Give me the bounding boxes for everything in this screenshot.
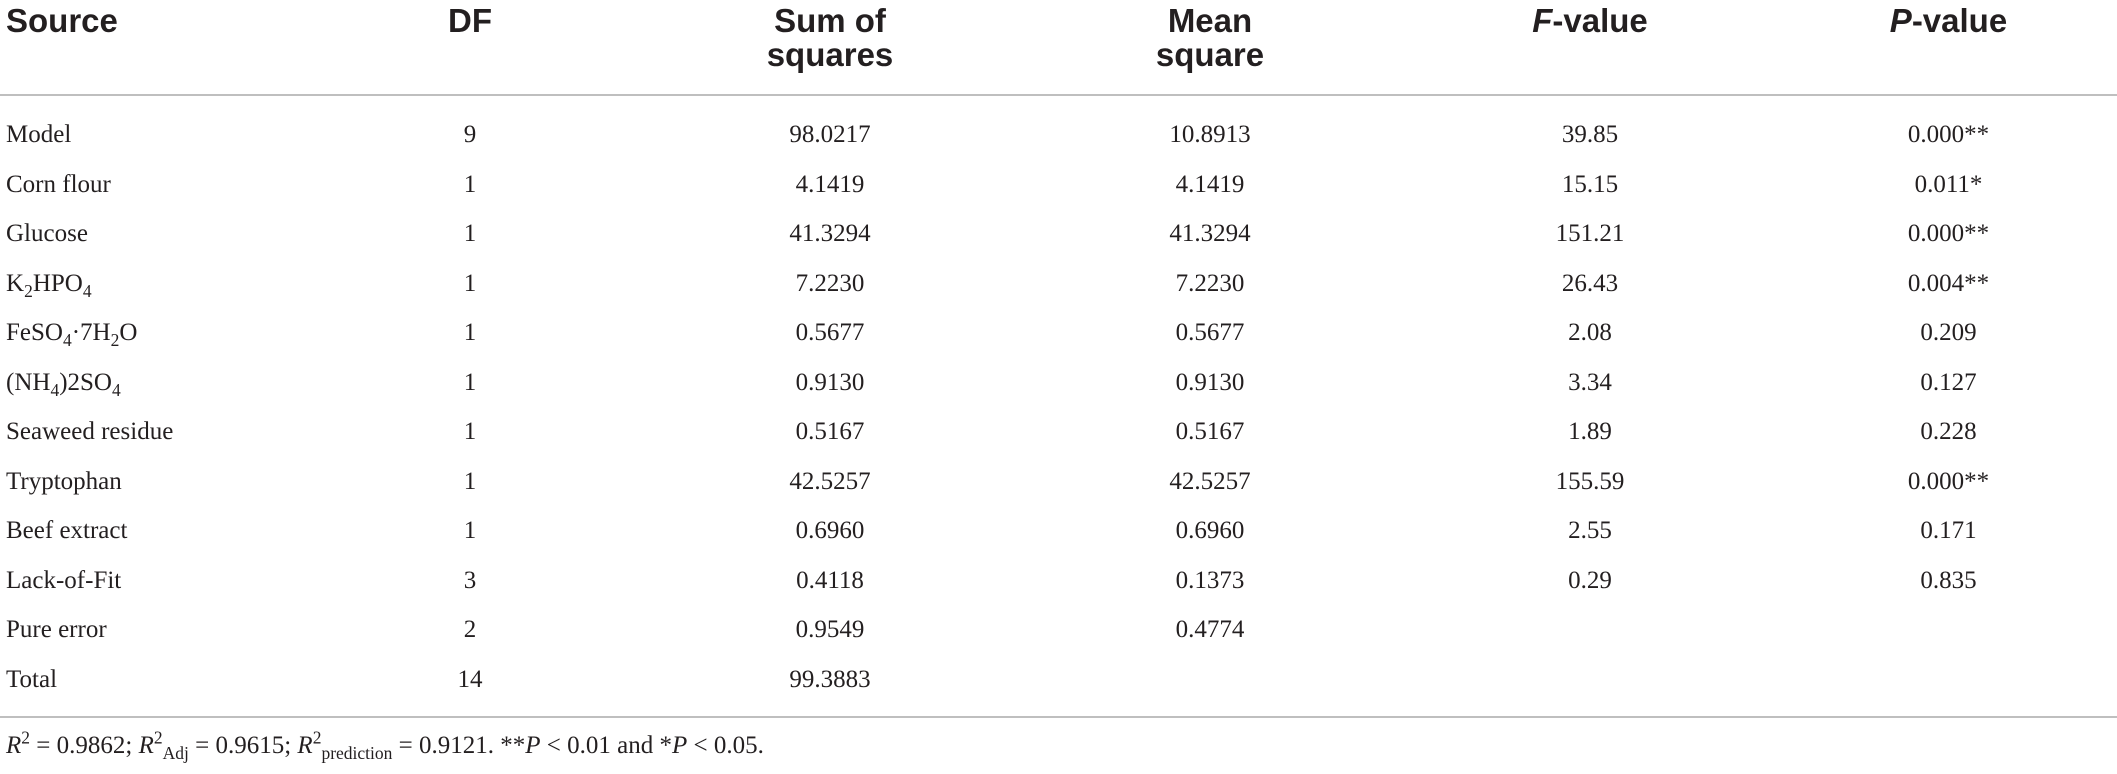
footnote-prediction: prediction [321,743,393,763]
footnote-lt2: < 0.05. [687,732,764,759]
table-row [0,259,2117,309]
cell-f-value: 26.43 [1561,269,1619,297]
header-ms-line1: Mean [1167,2,1253,39]
cell-f-value: 0.29 [1568,566,1612,594]
cell-sum-of-squares: 0.9549 [795,616,865,644]
cell-df: 1 [463,269,477,297]
source-text: O [119,319,138,347]
header-ms-line2: square [1155,36,1265,73]
cell-mean-square: 0.1373 [1175,566,1245,594]
cell-f-value: 1.89 [1568,418,1612,446]
cell-f-value: 155.59 [1555,467,1625,495]
cell-df: 14 [457,665,483,693]
table-row [0,408,2117,458]
cell-df: 1 [463,368,477,396]
source-subscript: 4 [111,379,121,400]
cell-source: Lack-of-Fit [6,566,122,594]
cell-sum-of-squares: 0.9130 [795,368,865,396]
cell-mean-square: 41.3294 [1169,220,1251,248]
cell-f-value: 39.85 [1561,121,1619,148]
cell-source [0,309,300,359]
table-row [0,507,2117,557]
cell-f-value [1400,606,1780,656]
table-row [0,210,2117,260]
cell-df: 1 [463,418,477,446]
cell-sum-of-squares: 98.0217 [789,121,871,148]
header-mean-square [1020,0,1400,95]
cell-sum-of-squares: 0.5677 [795,319,865,347]
footnote-adj: Adj [162,743,189,763]
source-subscript: 4 [82,280,92,301]
cell-mean-square: 0.6960 [1175,517,1245,545]
cell-sum-of-squares: 0.6960 [795,517,865,545]
header-ss-line2: squares [766,36,894,73]
cell-source: Model [6,121,72,148]
table-header [0,0,2117,95]
footnote-sup3: 2 [312,727,322,748]
cell-sum-of-squares: 99.3883 [789,665,871,693]
source-text: (NH [6,368,51,396]
cell-p-value: 0.000** [1907,467,1990,495]
source-subscript: 4 [50,379,60,400]
source-subscript: 2 [110,330,120,351]
header-df: DF [300,0,640,95]
cell-mean-square: 0.4774 [1175,616,1245,644]
cell-mean-square: 7.2230 [1175,269,1245,297]
cell-sum-of-squares: 4.1419 [795,170,865,198]
cell-mean-square: 0.5677 [1175,319,1245,347]
table-bottom-rule [0,716,2117,718]
cell-f-value: 3.34 [1568,368,1612,396]
cell-source: Beef extract [6,517,128,545]
table-row [0,457,2117,507]
table-row [0,95,2117,160]
header-sum-of-squares [640,0,1020,95]
footnote-sup2: 2 [153,727,163,748]
cell-df: 3 [463,566,477,594]
cell-p-value: 0.209 [1920,319,1977,347]
header-ss-line1: Sum of [774,2,886,39]
cell-sum-of-squares: 7.2230 [795,269,865,297]
cell-df: 1 [463,220,477,248]
cell-df: 1 [463,517,477,545]
cell-p-value: 0.228 [1920,418,1977,446]
header-p-letter: P [1889,2,1912,39]
source-text: ·7H [71,319,111,347]
footnote-eq2: = 0.9615; [188,732,298,759]
cell-mean-square: 0.9130 [1175,368,1245,396]
cell-source [0,259,300,309]
table-row [0,160,2117,210]
source-subscript: 4 [62,330,72,351]
cell-p-value: 0.171 [1920,517,1977,545]
cell-p-value: 0.127 [1920,368,1977,396]
cell-source: Total [6,665,58,693]
cell-sum-of-squares: 42.5257 [789,467,871,495]
header-source: Source [0,0,300,95]
footnote-p1: P [525,732,541,759]
header-f-rest: -value [1552,2,1648,39]
cell-df: 1 [463,319,477,347]
source-text: HPO [32,269,83,297]
cell-source: Pure error [6,616,107,644]
cell-p-value: 0.000** [1907,121,1990,148]
cell-p-value: 0.000** [1907,220,1990,248]
header-f-value [1400,0,1780,95]
header-f-letter: F [1532,2,1553,39]
cell-df: 1 [463,467,477,495]
table-row [0,309,2117,359]
cell-source: Seaweed residue [6,418,174,446]
footnote-r1: R [6,732,22,759]
table-footnote [6,727,764,763]
cell-sum-of-squares: 0.4118 [796,566,864,594]
table-row [0,556,2117,606]
cell-source: Glucose [6,220,88,248]
footnote-eq3: = 0.9121. ** [392,732,526,759]
cell-mean-square: 42.5257 [1169,467,1251,495]
source-text: )2SO [59,368,112,396]
table-row [0,606,2117,656]
cell-mean-square: 4.1419 [1175,170,1245,198]
source-subscript: 2 [24,280,33,301]
footnote-lt1: < 0.01 and * [540,732,672,759]
cell-mean-square: 0.5167 [1175,418,1245,446]
table-row [0,655,2117,715]
cell-f-value: 15.15 [1561,170,1619,198]
footnote-p2: P [671,732,688,759]
source-text: K [6,269,25,297]
cell-f-value [1400,655,1780,715]
cell-p-value [1780,655,2117,715]
cell-p-value: 0.004** [1907,269,1990,297]
cell-f-value: 151.21 [1555,220,1625,248]
cell-p-value [1780,606,2117,656]
footnote-sup1: 2 [21,727,31,748]
cell-mean-square: 10.8913 [1169,121,1251,148]
cell-mean-square [1020,655,1400,715]
table-row [0,358,2117,408]
cell-df: 1 [463,170,477,198]
footnote-eq1: = 0.9862; [30,732,139,759]
cell-source: Tryptophan [6,467,122,495]
header-p-value [1780,0,2117,95]
cell-p-value: 0.835 [1920,566,1977,594]
cell-f-value: 2.08 [1568,319,1612,347]
cell-sum-of-squares: 0.5167 [795,418,865,446]
cell-df: 9 [463,121,477,148]
cell-df: 2 [463,616,477,644]
table-body [0,95,2117,715]
cell-sum-of-squares: 41.3294 [789,220,871,248]
cell-source: Corn flour [6,170,111,198]
header-p-rest: -value [1911,2,2008,39]
cell-f-value: 2.55 [1568,517,1612,545]
footnote-r2: R [138,732,154,759]
cell-p-value: 0.011* [1914,170,1983,198]
footnote-r3: R [297,732,313,759]
cell-source [0,358,300,408]
source-text: FeSO [6,319,63,347]
